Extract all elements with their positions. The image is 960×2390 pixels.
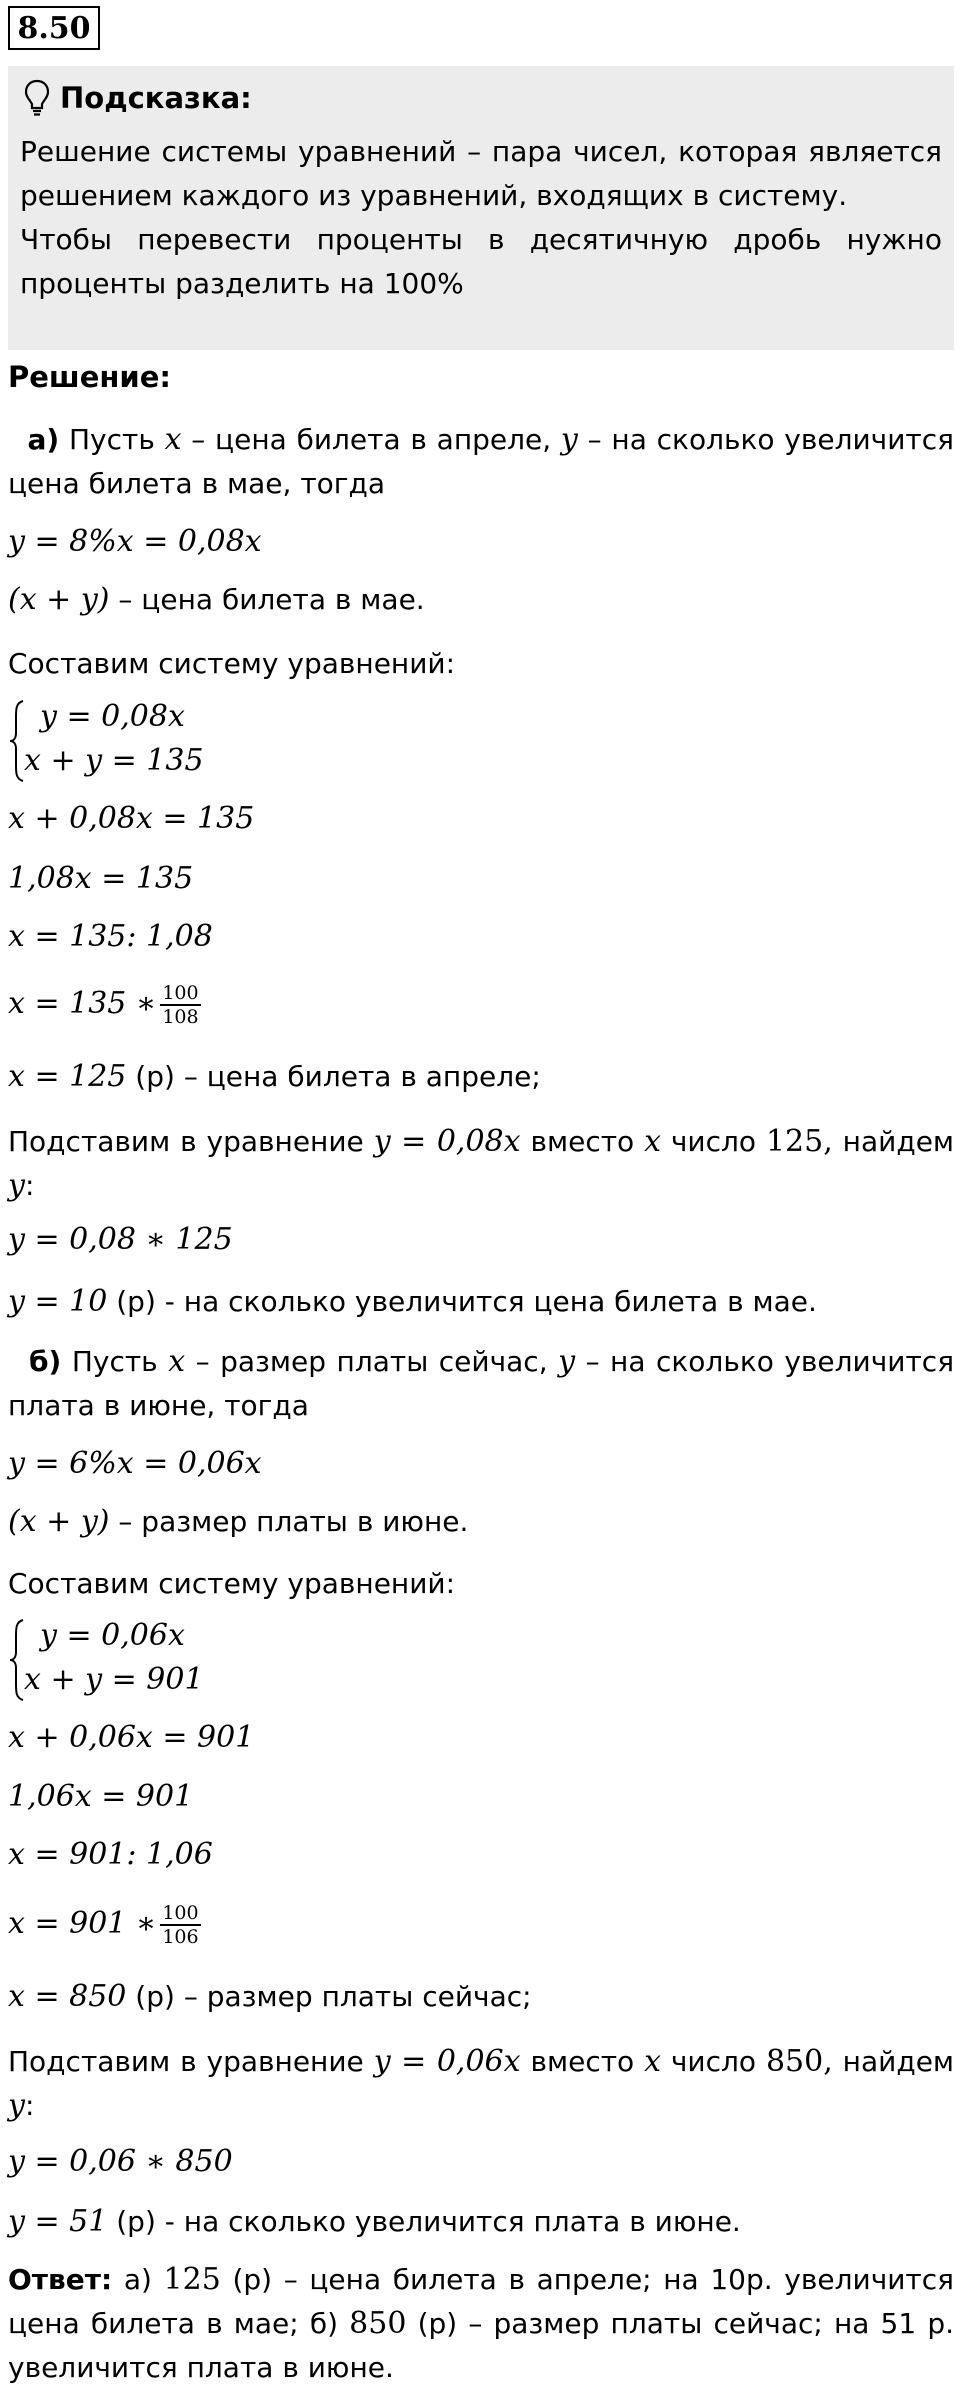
part-b-step2 (8, 1775, 954, 1819)
math: y = 0,08x (373, 1124, 521, 1159)
part-a-label: а) (27, 423, 60, 456)
hint-paragraph-1: Решение системы уравнений – пара чисел, которая является решением каждого из уравнений, входящих в систему. (20, 135, 942, 212)
part-b-sum (8, 1500, 954, 1544)
part-a-eq1 (8, 520, 954, 564)
part-a-step1 (8, 797, 954, 841)
math: x = 901 ∗ (8, 1906, 157, 1941)
part-b-label: б) (28, 1345, 62, 1378)
hint-title: Подсказка: (60, 81, 252, 115)
math: 850 (349, 2306, 407, 2341)
math: (x + y) (8, 1504, 110, 1539)
fraction (160, 982, 200, 1028)
math: 125, (765, 1124, 833, 1159)
text: вместо (530, 1125, 635, 1158)
math-var: x (164, 422, 182, 457)
part-a-substitute (8, 1120, 954, 1208)
text: б) (309, 2307, 339, 2340)
text: (р) - на сколько увеличится цена билета в мае. (116, 1285, 817, 1318)
answer (8, 2258, 954, 2390)
part-a-sum (8, 578, 954, 622)
text: – на сколько увеличится цена билета в мае, тогда (8, 423, 954, 500)
part-b-system-intro: Составим систему уравнений: (8, 1567, 456, 1600)
text: – цена билета в апреле, (191, 423, 552, 456)
part-b-step1 (8, 1716, 954, 1760)
fraction (160, 1902, 200, 1948)
part-b-intro (8, 1340, 954, 1428)
text: (р) - на сколько увеличится плата в июне. (116, 2205, 741, 2238)
numerator: 100 (162, 982, 199, 1004)
text: число (670, 2045, 757, 2078)
system-eq-1: y = 0,06x (40, 1618, 185, 1653)
text: : (24, 1169, 35, 1202)
text: а) (123, 2263, 152, 2296)
math-var: x (644, 1124, 661, 1159)
text: – размер платы в июне. (118, 1505, 469, 1538)
part-a-step5 (8, 1055, 954, 1099)
math-var: y (558, 1344, 576, 1379)
system-eq-2: x + y = 135 (24, 743, 204, 778)
math: 1,06x = 901 (8, 1779, 194, 1814)
part-a-step7 (8, 1280, 954, 1324)
math: x = 850 (8, 1979, 127, 2014)
hint-paragraph-2: Чтобы перевести проценты в десятичную дробь нужно проценты разделить на 100% (20, 223, 942, 300)
math-var: y (560, 422, 578, 457)
math: x = 135: 1,08 (8, 919, 213, 954)
text: – цена билета в мае. (118, 583, 425, 616)
math: x = 135 ∗ (8, 986, 157, 1021)
math: 1,08x = 135 (8, 861, 194, 896)
math: y = 0,06 ∗ 850 (8, 2144, 233, 2179)
text: – на сколько увеличится плата в июне, тогда (8, 1345, 955, 1422)
part-a-step2 (8, 857, 954, 901)
part-a-system (8, 695, 408, 787)
math: y = 0,06x (373, 2044, 521, 2079)
math: x + 0,08x = 135 (8, 801, 255, 836)
text: вместо (530, 2045, 635, 2078)
text: Пусть (69, 423, 155, 456)
denominator: 106 (162, 1926, 199, 1948)
text: Подставим в уравнение (8, 1125, 364, 1158)
part-a-system-intro: Составим систему уравнений: (8, 647, 456, 680)
part-b-step4 (8, 1902, 954, 1948)
part-b-substitute (8, 2040, 954, 2128)
text: число (670, 1125, 757, 1158)
math-var: x (168, 1344, 186, 1379)
part-b-step5 (8, 1975, 954, 2019)
hint-header (24, 78, 252, 118)
hint-text (20, 130, 942, 306)
part-b-step3 (8, 1833, 954, 1877)
text: (р) – размер платы сейчас; (135, 1980, 532, 2013)
part-a-intro (8, 418, 954, 506)
math: y = 51 (8, 2204, 108, 2239)
part-a-step4 (8, 982, 954, 1028)
math: (x + y) (8, 582, 110, 617)
math: x = 901: 1,06 (8, 1837, 213, 1872)
denominator: 108 (162, 1006, 199, 1028)
part-b-step7 (8, 2200, 954, 2244)
problem-number: 8.50 (8, 6, 100, 50)
answer-label: Ответ: (8, 2263, 113, 2296)
numerator: 100 (162, 1902, 199, 1924)
part-a-step6 (8, 1218, 954, 1262)
math: y = 6%x = 0,06x (8, 1446, 262, 1481)
math: 850, (765, 2044, 833, 2079)
text: (р) – цена билета в апреле; на 10р. увеличится цена билета в мае; (8, 2263, 954, 2340)
text: Подставим в уравнение (8, 2045, 364, 2078)
text: найдем (842, 1125, 955, 1158)
math-var: x (644, 2044, 661, 2079)
text: – размер платы сейчас, (195, 1345, 548, 1378)
math-var: y (8, 2088, 25, 2123)
text: Пусть (71, 1345, 158, 1378)
math: x + 0,06x = 901 (8, 1720, 255, 1755)
text: (р) – размер платы сейчас; на 51 р. увеличится плата в июне. (8, 2307, 954, 2384)
math-var: y (8, 1168, 25, 1203)
text: найдем (842, 2045, 955, 2078)
math: y = 8%x = 0,08x (8, 524, 262, 559)
system-eq-2: x + y = 901 (24, 1662, 204, 1697)
part-b-system (8, 1614, 408, 1706)
math: x = 125 (8, 1059, 127, 1094)
part-b-step6 (8, 2140, 954, 2184)
math: 125 (163, 2262, 221, 2297)
lightbulb-icon (24, 79, 50, 117)
part-b-eq1 (8, 1442, 954, 1486)
part-a-step3 (8, 915, 954, 959)
hint-box (8, 66, 954, 350)
math: y = 10 (8, 1284, 108, 1319)
system-eq-1: y = 0,08x (40, 699, 185, 734)
solution-label: Решение: (8, 360, 172, 394)
text: (р) – цена билета в апреле; (135, 1060, 541, 1093)
math: y = 0,08 ∗ 125 (8, 1222, 233, 1257)
text: : (24, 2089, 35, 2122)
